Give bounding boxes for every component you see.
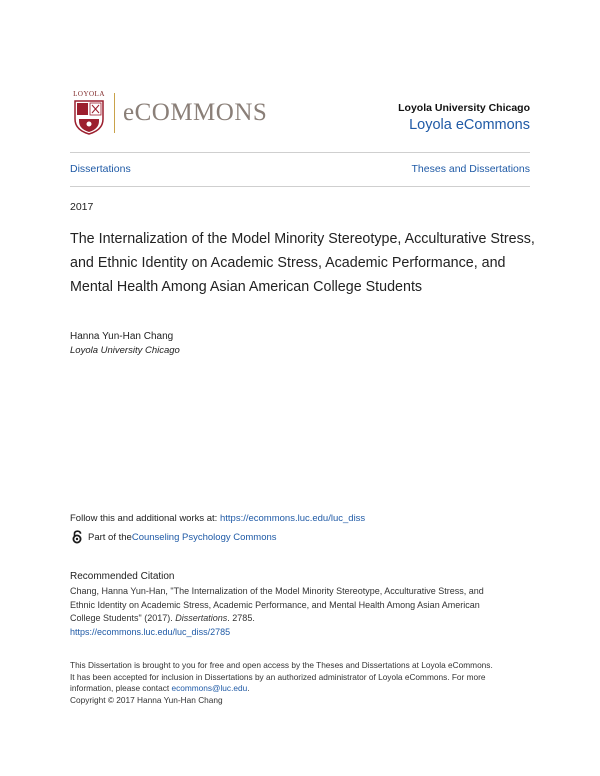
- follow-prefix: Follow this and additional works at:: [70, 513, 220, 524]
- citation-line-2: Ethnic Identity on Academic Stress, Academic Performance, and Mental Health Among Asian American: [70, 599, 480, 610]
- dissertations-link[interactable]: Dissertations: [70, 163, 131, 175]
- ecommons-wordmark: eCOMMONS: [123, 99, 268, 126]
- footer-line-3: [70, 683, 532, 695]
- footer-line-3-suffix: .: [247, 683, 250, 693]
- institution-block: [398, 102, 530, 133]
- footer-line-2: It has been accepted for inclusion in Dissertations by an authorized administrator of Loyola eCommons. For more: [70, 671, 486, 682]
- divider-bottom: [70, 186, 530, 187]
- ecommons-logo[interactable]: [70, 90, 267, 136]
- document-title: The Internalization of the Model Minority Stereotype, Acculturative Stress, and Ethnic Identity on Academic Stress, Academic Performance, and Mental Health Among Asian American College Students: [70, 231, 535, 295]
- shield-icon: [73, 99, 105, 135]
- citation-text: [70, 585, 532, 639]
- citation-line-3: [70, 612, 532, 626]
- footer-line-1: This Dissertation is brought to you for free and open access by the Theses and Dissertations at Loyola eCommons.: [70, 660, 493, 670]
- part-of-prefix: Part of the: [88, 531, 132, 543]
- citation-url-link[interactable]: https://ecommons.luc.edu/luc_diss/2785: [70, 626, 231, 637]
- author-affiliation: Loyola University Chicago: [70, 345, 180, 356]
- loyola-crest-icon: [70, 90, 108, 136]
- footer-notice: [70, 660, 532, 706]
- publication-year: 2017: [70, 201, 94, 213]
- crest-wordmark: LOYOLA: [73, 90, 105, 98]
- divider-top: [70, 152, 530, 153]
- part-of-line: [70, 530, 277, 544]
- repository-link[interactable]: Loyola eCommons: [409, 117, 530, 133]
- logo-divider: [114, 93, 115, 133]
- copyright-line: Copyright © 2017 Hanna Yun-Han Chang: [70, 694, 223, 705]
- theses-dissertations-link[interactable]: Theses and Dissertations: [411, 163, 530, 175]
- follow-line: [70, 513, 365, 524]
- institution-name: Loyola University Chicago: [398, 102, 530, 114]
- footer-line-3-prefix: information, please contact: [70, 683, 172, 693]
- contact-email-link[interactable]: ecommons@luc.edu: [171, 683, 248, 693]
- citation-line-3-b: . 2785.: [227, 613, 255, 623]
- citation-series: Dissertations: [175, 613, 228, 623]
- citation-line-1: Chang, Hanna Yun-Han, "The Internalization of the Model Minority Stereotype, Acculturative Stress, and: [70, 586, 484, 596]
- citation-line-3-a: College Students" (2017).: [70, 613, 176, 623]
- author-name: Hanna Yun-Han Chang: [70, 331, 174, 342]
- open-access-icon: [70, 530, 84, 544]
- counseling-psychology-link[interactable]: Counseling Psychology Commons: [131, 531, 277, 543]
- follow-url-link[interactable]: https://ecommons.luc.edu/luc_diss: [219, 513, 366, 524]
- recommended-citation-heading: Recommended Citation: [70, 571, 175, 582]
